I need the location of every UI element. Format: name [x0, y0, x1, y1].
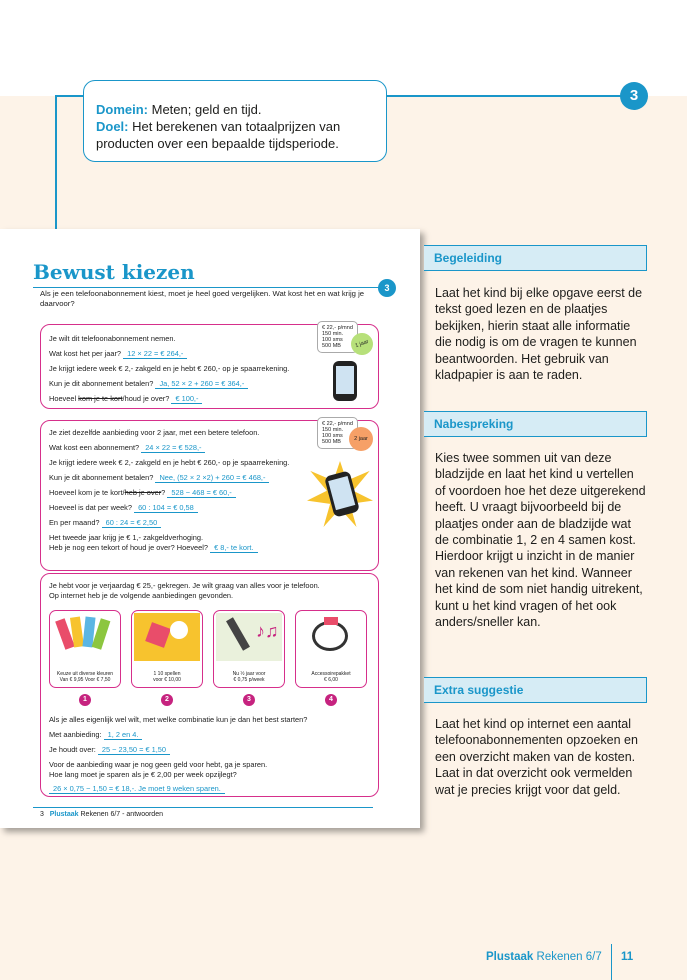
page-intro: Als je een telefoonabonnement kiest, moet je heel goed vergelijken. Wat kost het en wat krijg je daarvoor? — [40, 289, 365, 308]
games-icon — [134, 613, 200, 661]
card1-line: Je krijgt iedere week € 2,- zakgeld en je hebt € 260,- op je spaarrekening. — [49, 364, 290, 373]
offer-number: 2 — [161, 694, 173, 706]
card2-question: Hoeveel kom je te kort/heb je over? 528 − 468 = € 60,- — [49, 488, 236, 497]
card3-line: Voor de aanbieding waar je nog geen geld voor hebt, ga je sparen. — [49, 760, 268, 769]
period-sticker: 1 jaar — [348, 330, 376, 358]
music-icon: ♪♫ — [216, 613, 282, 661]
exercise-card-3 — [40, 573, 379, 797]
subscription-tag: € 22,- p/mnd 150 min. 100 sms 500 MB — [317, 417, 358, 449]
page-footer-rule — [33, 807, 373, 808]
answer: 12 × 22 = € 264,- — [123, 349, 187, 359]
section-text-extra-suggestie: Laat het kind op internet een aantal telefoonabonnementen opzoeken en een overzicht maken van de kosten. Laat in dat overzicht ook vermelden wat je precies krijgt voor dat geld. — [435, 717, 638, 797]
offer-caption: Keuze uit diverse kleuren Van € 9,95 Voor € 7,50 — [56, 671, 114, 683]
card1-line: Je wilt dit telefoonabonnement nemen. — [49, 334, 176, 343]
student-page-thumbnail — [0, 229, 420, 828]
page-title: Bewust kiezen — [33, 260, 195, 284]
card3-question: Je houdt over: 25 − 23,50 = € 1,50 — [49, 745, 170, 754]
offer-caption: Accessoirepakket € 6,00 — [311, 671, 351, 683]
page-lesson-badge: 3 — [378, 279, 396, 297]
card1-question: Wat kost het per jaar? 12 × 22 = € 264,- — [49, 349, 187, 358]
footer-title: Plustaak Rekenen 6/7 — [486, 951, 602, 963]
card1-question: Hoeveel kom je te kort/houd je over? € 100,- — [49, 394, 202, 403]
offer-tile-games — [131, 610, 203, 688]
exercise-card-2 — [40, 420, 379, 571]
footer-separator — [611, 944, 612, 980]
page-number: 11 — [621, 951, 634, 963]
section-title-begeleiding: Begeleiding — [424, 245, 647, 271]
card2-line: Je ziet dezelfde aanbieding voor 2 jaar, met een betere telefoon. — [49, 428, 260, 437]
section-text-nabespreking: Kies twee sommen uit van deze bladzijde en laat het kind u vertellen of voordoen hoe het deze uitgerekend heeft. U vraagt bijvoorbeeld bij de plaatjes onder aan de bladzijde wat de combinatie 1, 2 en 4 samen kost. Hierdoor krijgt u inzicht in de manier van rekenen van het kind. Wanneer het kind de som niet handig uitrekent, kunt u het kind vragen of het ook anders/sneller kan. — [435, 451, 646, 630]
page-footer: 3 Plustaak Rekenen 6/7 - antwoorden — [40, 811, 163, 818]
card1-question: Kun je dit abonnement betalen? Ja, 52 × 2 + 260 = € 364,- — [49, 379, 248, 388]
card3-answer: 26 × 0,75 − 1,50 = € 18,-. Je moet 9 weken sparen. — [49, 784, 225, 793]
card2-question: Heb je nog een tekort of houd je over? Hoeveel? € 8,- te kort. — [49, 543, 258, 552]
card3-question: Met aanbieding: 1, 2 en 4. — [49, 730, 142, 739]
card3-intro: Je hebt voor je verjaardag € 25,- gekregen. Je wilt graag van alles voor je telefoon. — [49, 581, 320, 590]
offer-number: 4 — [325, 694, 337, 706]
domain-goal-box — [83, 80, 387, 162]
offer-tile-music — [213, 610, 285, 688]
title-rule — [33, 287, 383, 288]
goal-text: Het berekenen van totaalprijzen van producten over een bepaalde tijdsperiode. — [96, 119, 341, 151]
section-text-begeleiding: Laat het kind bij elke opgave eerst de tekst goed lezen en de plaatjes bekijken, hierin staat alle informatie die nodig is om de vragen te kunnen beantwoorden. Het gebruik van kladpapier is aan te raden. — [435, 286, 643, 383]
subscription-tag: € 22,- p/mnd 150 min. 100 sms 500 MB — [317, 321, 358, 353]
exercise-card-1 — [40, 324, 379, 409]
card2-question: Hoeveel is dat per week? 60 : 104 = € 0,58 — [49, 503, 198, 512]
phone-cases-icon — [52, 613, 118, 661]
card2-question: Kun je dit abonnement betalen? Nee, (52 × 2 ×2) + 260 = € 468,- — [49, 473, 269, 482]
card2-question: Wat kost een abonnement? 24 × 22 = € 528,- — [49, 443, 205, 452]
answer: Ja, 52 × 2 + 260 = € 364,- — [155, 379, 248, 389]
offer-tile-accessories — [295, 610, 367, 688]
offer-caption: Nu ½ jaar voor € 0,75 p/week — [232, 671, 266, 683]
lesson-number-badge: 3 — [620, 82, 648, 110]
answer: € 100,- — [171, 394, 202, 404]
card2-line: Je krijgt iedere week € 2,- zakgeld en je hebt € 260,- op je spaarrekening. — [49, 458, 290, 467]
domain-label: Domein: — [96, 102, 148, 117]
phone-icon — [333, 361, 357, 401]
card2-line: Het tweede jaar krijg je € 1,- zakgeldverhoging. — [49, 533, 204, 542]
section-title-nabespreking: Nabespreking — [424, 411, 647, 437]
card3-line: Als je alles eigenlijk wel wilt, met welke combinatie kun je dan het best starten? — [49, 715, 308, 724]
card3-intro: Op internet heb je de volgende aanbiedingen gevonden. — [49, 591, 234, 600]
period-sticker: 2 jaar — [349, 427, 373, 451]
offer-number: 1 — [79, 694, 91, 706]
domain-text: Meten; geld en tijd. — [148, 102, 262, 117]
offer-tile-cases — [49, 610, 121, 688]
goal-label: Doel: — [96, 119, 129, 134]
card3-line: Hoe lang moet je sparen als je € 2,00 per week opzijlegt? — [49, 770, 237, 779]
offer-caption: 1 10 spellen voor € 10,00 — [153, 671, 181, 683]
accessories-icon — [298, 613, 364, 661]
offer-number: 3 — [243, 694, 255, 706]
section-title-extra-suggestie: Extra suggestie — [424, 677, 647, 703]
card2-question: En per maand? 60 : 24 = € 2,50 — [49, 518, 161, 527]
divider-line-vertical — [55, 96, 57, 230]
